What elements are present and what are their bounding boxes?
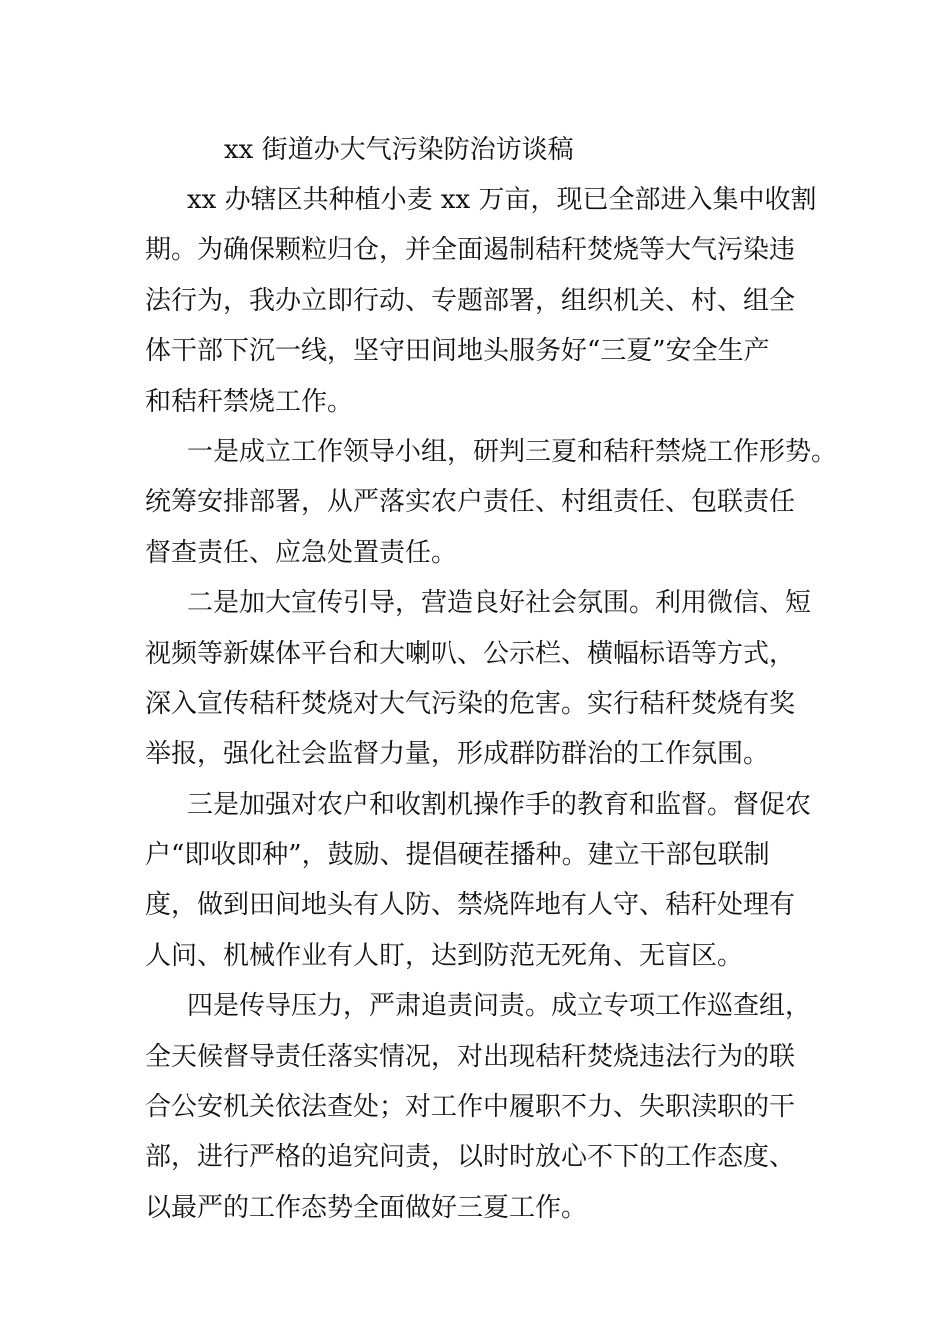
paragraph-line: 合公安机关依法查处；对工作中履职不力、失职渎职的干 <box>145 1092 796 1123</box>
paragraph-line: 部，进行严格的追究问责，以时时放心不下的工作态度、 <box>145 1142 796 1173</box>
paragraph-line: 一是成立工作领导小组，研判三夏和秸秆禁烧工作形势。 <box>187 436 838 467</box>
paragraph-line: 深入宣传秸秆焚烧对大气污染的危害。实行秸秆焚烧有奖 <box>145 688 796 719</box>
paragraph-line: xx 办辖区共种植小麦 xx 万亩，现已全部进入集中收割 <box>187 185 817 215</box>
paragraph-line: 举报，强化社会监督力量，形成群防群治的工作氛围。 <box>145 739 770 770</box>
paragraph-line: 人问、机械作业有人盯，达到防范无死角、无盲区。 <box>145 940 744 971</box>
paragraph-line: 三是加强对农户和收割机操作手的教育和监督。督促农 <box>187 789 812 820</box>
paragraph-line: 体干部下沉一线，坚守田间地头服务好“三夏”安全生产 <box>145 336 770 367</box>
paragraph-line: 统筹安排部署，从严落实农户责任、村组责任、包联责任 <box>145 487 796 518</box>
paragraph-line: 四是传导压力，严肃追责问责。成立专项工作巡查组， <box>187 991 812 1022</box>
paragraph-line: 督查责任、应急处置责任。 <box>145 537 458 568</box>
paragraph-line: 视频等新媒体平台和大喇叭、公示栏、横幅标语等方式， <box>145 638 796 669</box>
paragraph-line: 期。为确保颗粒归仓，并全面遏制秸秆焚烧等大气污染违 <box>145 235 796 266</box>
paragraph-line: 二是加大宣传引导，营造良好社会氛围。利用微信、短 <box>187 588 812 619</box>
paragraph-line: 户“即收即种”，鼓励、提倡硬茬播种。建立干部包联制 <box>145 840 770 871</box>
paragraph-line: 和秸秆禁烧工作。 <box>145 386 354 417</box>
paragraph-line: 以最严的工作态势全面做好三夏工作。 <box>145 1192 588 1223</box>
paragraph-line: 法行为，我办立即行动、专题部署，组织机关、村、组全 <box>145 285 796 316</box>
paragraph-line: 度，做到田间地头有人防、禁烧阵地有人守、秸秆处理有 <box>145 890 796 921</box>
document-title: xx 街道办大气污染防治访谈稿 <box>224 135 574 165</box>
document-body <box>145 175 838 1233</box>
paragraph-line: 全天候督导责任落实情况，对出现秸秆焚烧违法行为的联 <box>145 1041 796 1072</box>
